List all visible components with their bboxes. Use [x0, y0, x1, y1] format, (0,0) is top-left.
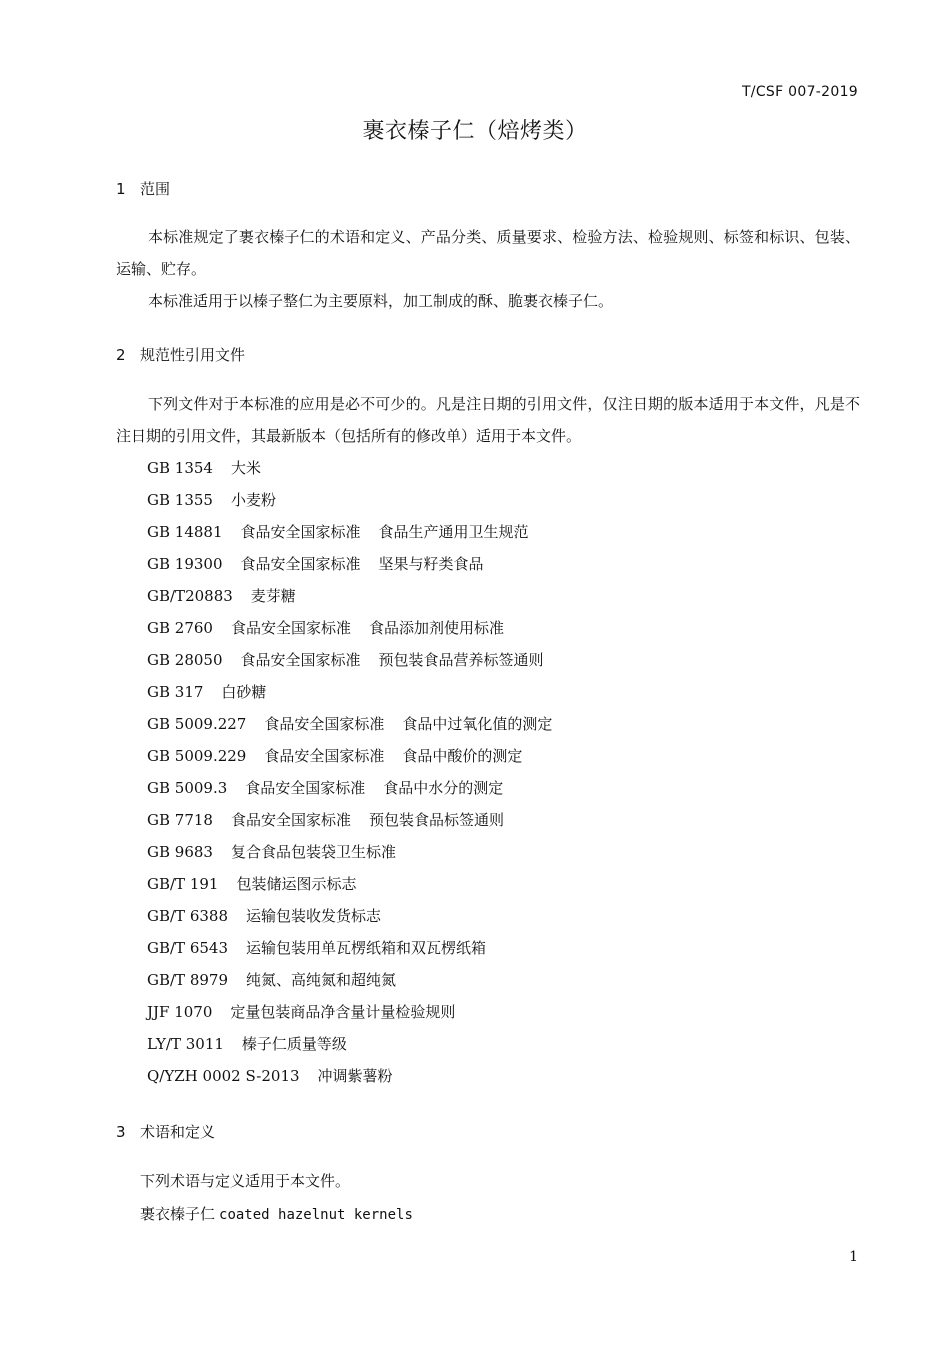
term-entry	[140, 1203, 413, 1224]
reference-code: GB 5009.227	[147, 715, 247, 733]
reference-code: GB 14881	[147, 523, 223, 541]
reference-subtitle: 食品中酸价的测定	[402, 747, 523, 765]
reference-item	[147, 900, 552, 932]
reference-item	[147, 1028, 552, 1060]
reference-code: GB/T 8979	[147, 971, 229, 989]
reference-code: GB/T 6543	[147, 939, 229, 957]
reference-item	[147, 772, 552, 804]
reference-item	[147, 804, 552, 836]
scope-paragraph-2: 本标准适用于以榛子整仁为主要原料，加工制成的酥、脆裹衣榛子仁。	[148, 292, 614, 310]
reference-title: 小麦粉	[230, 491, 276, 509]
reference-subtitle: 预包装食品标签通则	[368, 811, 504, 829]
reference-code: Q/YZH 0002 S-2013	[147, 1067, 300, 1085]
reference-code: GB 2760	[147, 619, 213, 637]
reference-item	[147, 708, 552, 740]
reference-title: 榛子仁质量等级	[241, 1035, 347, 1053]
standard-code: T/CSF 007-2019	[741, 84, 858, 100]
term-chinese: 裹衣榛子仁	[140, 1205, 216, 1223]
reference-code: GB 19300	[147, 555, 223, 573]
reference-subtitle: 食品生产通用卫生规范	[378, 523, 529, 541]
reference-code: JJF 1070	[147, 1003, 213, 1021]
reference-item	[147, 740, 552, 772]
reference-title: 复合食品包装袋卫生标准	[230, 843, 396, 861]
reference-title: 包装储运图示标志	[236, 875, 357, 893]
reference-item	[147, 452, 552, 484]
section-number: 1	[116, 180, 126, 198]
section-title: 术语和定义	[140, 1123, 216, 1141]
reference-title: 食品安全国家标准	[240, 651, 361, 669]
reference-title: 食品安全国家标准	[240, 523, 361, 541]
reference-title: 白砂糖	[221, 683, 267, 701]
reference-item	[147, 836, 552, 868]
reference-code: LY/T 3011	[147, 1035, 224, 1053]
reference-code: GB 5009.3	[147, 779, 228, 797]
reference-item	[147, 996, 552, 1028]
reference-subtitle: 预包装食品营养标签通则	[378, 651, 544, 669]
reference-subtitle: 坚果与籽类食品	[378, 555, 484, 573]
reference-title: 食品安全国家标准	[230, 619, 351, 637]
reference-item	[147, 644, 552, 676]
reference-title: 食品安全国家标准	[240, 555, 361, 573]
reference-item	[147, 612, 552, 644]
reference-code: GB 28050	[147, 651, 223, 669]
section-2-heading	[116, 344, 245, 365]
reference-subtitle: 食品中过氧化值的测定	[402, 715, 553, 733]
reference-item	[147, 548, 552, 580]
reference-code: GB 1355	[147, 491, 213, 509]
reference-title: 食品安全国家标准	[264, 747, 385, 765]
terms-intro: 下列术语与定义适用于本文件。	[140, 1172, 351, 1190]
reference-code: GB 5009.229	[147, 747, 247, 765]
reference-title: 食品安全国家标准	[264, 715, 385, 733]
reference-item	[147, 868, 552, 900]
normative-intro-paragraph: 下列文件对于本标准的应用是必不可少的。凡是注日期的引用文件，仅注日期的版本适用于本文件，凡是不注日期的引用文件，其最新版本（包括所有的修改单）适用于本文件。	[116, 395, 860, 445]
term-english: coated hazelnut kernels	[219, 1207, 413, 1223]
reference-list	[147, 452, 552, 1092]
section-title: 规范性引用文件	[140, 346, 246, 364]
reference-item	[147, 964, 552, 996]
reference-title: 纯氮、高纯氮和超纯氮	[246, 971, 397, 989]
reference-item	[147, 676, 552, 708]
reference-item	[147, 932, 552, 964]
reference-code: GB/T20883	[147, 587, 233, 605]
reference-subtitle: 食品中水分的测定	[383, 779, 504, 797]
reference-title: 食品安全国家标准	[230, 811, 351, 829]
reference-code: GB 1354	[147, 459, 213, 477]
reference-title: 运输包装收发货标志	[246, 907, 382, 925]
reference-title: 大米	[230, 459, 261, 477]
section-number: 3	[116, 1123, 126, 1141]
section-number: 2	[116, 346, 126, 364]
page-number: 1	[849, 1249, 858, 1265]
reference-title: 冲调紫薯粉	[317, 1067, 393, 1085]
reference-code: GB 9683	[147, 843, 213, 861]
reference-code: GB/T 191	[147, 875, 219, 893]
section-title: 范围	[140, 180, 171, 198]
document-title: 裹衣榛子仁（焙烤类）	[362, 119, 588, 144]
reference-title: 麦芽糖	[250, 587, 296, 605]
reference-item	[147, 1060, 552, 1092]
reference-subtitle: 食品添加剂使用标准	[368, 619, 504, 637]
reference-code: GB 7718	[147, 811, 213, 829]
reference-item	[147, 484, 552, 516]
reference-title: 定量包装商品净含量计量检验规则	[230, 1003, 456, 1021]
reference-title: 食品安全国家标准	[245, 779, 366, 797]
section-3-heading	[116, 1121, 215, 1142]
reference-item	[147, 516, 552, 548]
reference-title: 运输包装用单瓦楞纸箱和双瓦楞纸箱	[246, 939, 487, 957]
reference-code: GB 317	[147, 683, 204, 701]
scope-paragraph-1: 本标准规定了裹衣榛子仁的术语和定义、产品分类、质量要求、检验方法、检验规则、标签和标识、包装、运输、贮存。	[116, 228, 860, 278]
reference-item	[147, 580, 552, 612]
section-1-heading	[116, 178, 170, 199]
reference-code: GB/T 6388	[147, 907, 229, 925]
